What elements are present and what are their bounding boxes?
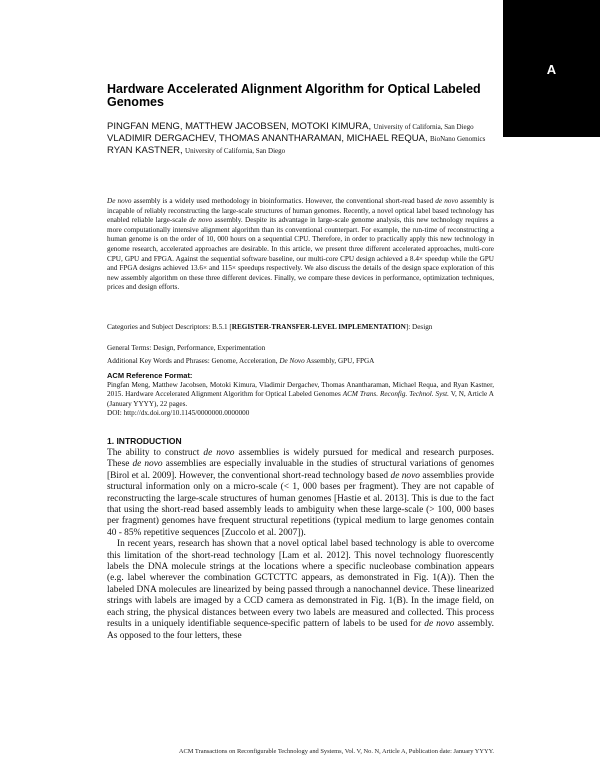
intro-text: The ability to construct bbox=[107, 448, 204, 458]
categories-label: Categories and Subject Descriptors: B.5.1 [ bbox=[107, 323, 232, 331]
section-tab-letter: A bbox=[546, 62, 557, 77]
author-line bbox=[107, 145, 494, 157]
acm-reference-tail: V, N, Article A (January YYYY), 22 pages. bbox=[107, 390, 494, 408]
author-affiliation: University of California, San Diego bbox=[373, 123, 474, 131]
abstract bbox=[107, 197, 494, 293]
intro-text: assembly. As opposed to the four letters, these bbox=[107, 619, 494, 641]
intro-text: de novo bbox=[390, 470, 420, 481]
intro-text: de novo bbox=[203, 448, 235, 458]
keywords-text: De Novo bbox=[279, 357, 305, 365]
acm-reference-text: Pingfan Meng, Matthew Jacobsen, Motoki Kimura, Vladimir Dergachev, Thomas Anantharaman, Michael Requa, and Ryan Kastner, 2015. Hardware Accelerated Alignment Algorithm for Optical Labeled Genomes bbox=[107, 380, 494, 399]
author-block bbox=[107, 121, 494, 157]
keywords-text: Assembly, GPU, FPGA bbox=[304, 357, 375, 365]
abstract-text: De novo bbox=[107, 197, 132, 205]
abstract-text: de novo bbox=[435, 197, 459, 205]
author-names: PINGFAN MENG, MATTHEW JACOBSEN, MOTOKI KIMURA, bbox=[107, 121, 372, 132]
intro-text: assemblies is widely pursued for medical and research purposes. These bbox=[107, 448, 495, 470]
acm-reference bbox=[107, 371, 494, 419]
intro-text: de novo bbox=[132, 459, 163, 470]
categories-tail: ]: Design bbox=[405, 323, 433, 331]
intro-text: assemblies are especially invaluable in the studies of structural variations of genomes [Birol et al. 2009]. However, the conventional short-read technology based bbox=[107, 459, 494, 481]
acm-reference-heading: ACM Reference Format: bbox=[107, 371, 193, 380]
author-affiliation: BioNano Genomics bbox=[429, 135, 486, 143]
paper-title: Hardware Accelerated Alignment Algorithm for Optical Labeled Genomes bbox=[107, 82, 481, 109]
intro-paragraph bbox=[107, 539, 494, 642]
abstract-text: assembly. Despite its advantage in large-scale genome analysis, this new technology requires a more computationally intensive alignment algorithm than its conventional counterpart. For example, the run-time of reconstructing a human genome is on the order of 10, 000 hours on a sequential CPU. Therefore, in order to practically apply this new technology in genome research, accelerated approaches are desirable. In this article, we present three different accelerated approaches, multi-core CPU, GPU and FPGA. Against the sequential software baseline, our multi-core CPU design achieved a 8.4× speedup while the GPU and FPGA designs achieved 13.6× and 115× speedups respectively. We also discuss the details of the design space exploration of this new assembly algorithm on these three different devices. Finally, we compare these devices in performance, optimization techniques, prices and design efforts. bbox=[107, 216, 494, 292]
author-affiliation: University of California, San Diego bbox=[185, 147, 286, 155]
acm-reference-doi: DOI: http://dx.doi.org/10.1145/0000000.0000000 bbox=[107, 409, 250, 418]
author-names: VLADIMIR DERGACHEV, THOMAS ANANTHARAMAN, MICHAEL REQUA, bbox=[107, 133, 428, 144]
intro-text: de novo bbox=[424, 619, 455, 630]
general-terms: General Terms: Design, Performance, Experimentation bbox=[107, 344, 266, 352]
abstract-paragraph bbox=[107, 197, 494, 293]
section-heading: 1. INTRODUCTION bbox=[107, 436, 182, 446]
keywords bbox=[107, 357, 494, 367]
acm-reference-journal: ACM Trans. Reconfig. Technol. Syst. bbox=[342, 390, 449, 399]
intro-text: In recent years, research has shown that a novel optical label based technology is able to overcome this limitation of the short-read technology [Lam et al. 2012]. This novel technology fluorescently labels the DNA molecule strings at the locations where a specific nucleobase combination appears (e.g. label wherever the combination GCTCTTC appears, as demonstrated in Fig. 1(A)). Then the labeled DNA molecules are linearized by being passed through a nanochannel device. These linearized strings with labels are imaged by a CCD camera as demonstrated in Fig. 1(B). In the image field, on each string, the physical distances between every two labels are measured and collected. This process results in a uniquely identifiable sequence-specific pattern of labels to be used for bbox=[107, 539, 494, 630]
author-line bbox=[107, 133, 494, 145]
keywords-text: Additional Key Words and Phrases: Genome, Acceleration, bbox=[107, 357, 280, 365]
intro-paragraph bbox=[107, 448, 494, 539]
author-line bbox=[107, 121, 494, 133]
intro-body bbox=[107, 448, 494, 642]
intro-text: assemblies provide structural information only on a micro-scale (< 1, 000 bases per fragment). They are not capable of reconstructing the large-scale structures of human genomes [Hastie et al. 2013]. This is due to the fact that using the short-read based assembly leads to ambiguity when these large-scale (> 100, 000 bases per fragment) genomes have frequent structural repetitions (typical medium to large genomes contain 40 - 85% repetitive sequences [Zuccolo et al. 2007]). bbox=[107, 470, 495, 538]
abstract-text: assembly is a widely used methodology in bioinformatics. However, the conventional short-read based bbox=[131, 197, 436, 205]
author-names: RYAN KASTNER, bbox=[107, 145, 183, 156]
section-tab bbox=[503, 0, 600, 137]
abstract-text: assembly is incapable of reliably reconstructing the large-scale structures of human genomes. Recently, a novel optical label based technology has enabled reliable large-scale bbox=[107, 197, 494, 225]
categories-descriptors bbox=[107, 323, 494, 333]
page-footer: ACM Transactions on Reconfigurable Technology and Systems, Vol. V, No. N, Article A, Publication date: January YYYY. bbox=[178, 748, 494, 755]
abstract-text: de novo bbox=[189, 216, 213, 225]
categories-bold: REGISTER-TRANSFER-LEVEL IMPLEMENTATION bbox=[231, 323, 406, 331]
